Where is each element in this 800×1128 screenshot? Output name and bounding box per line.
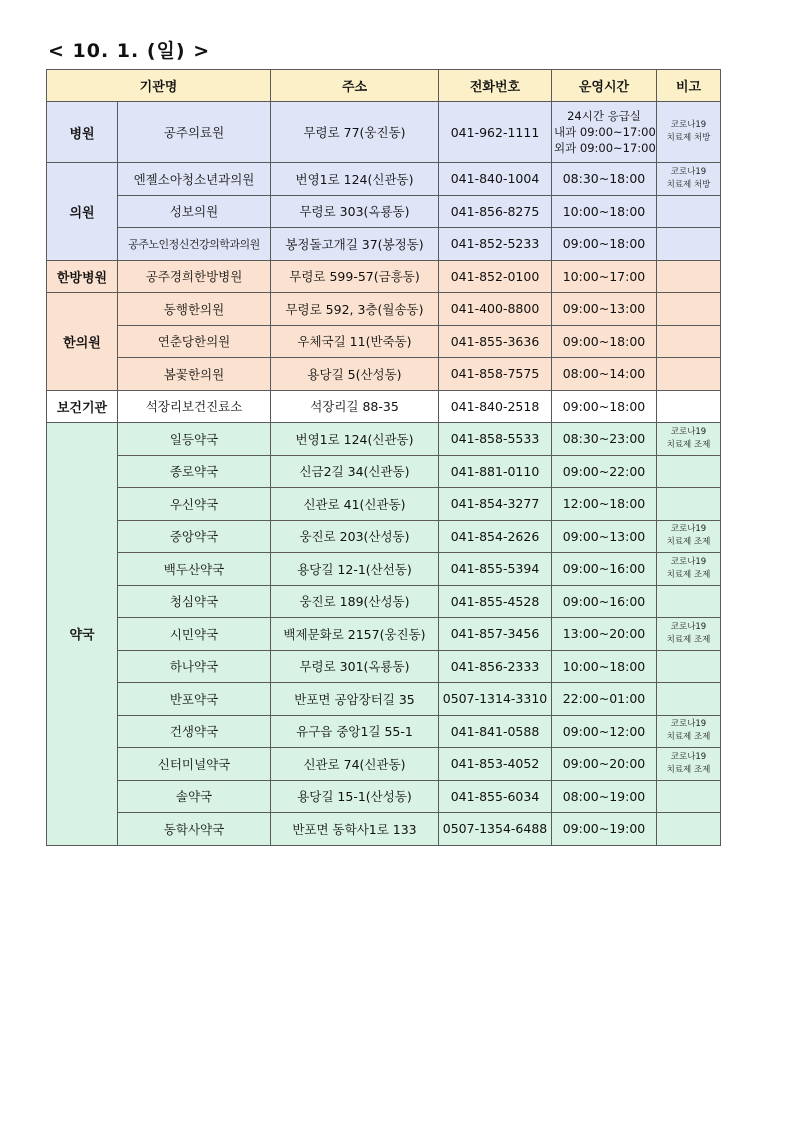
- row-phone: 041-841-0588: [439, 715, 552, 748]
- table-row: [47, 715, 721, 748]
- row-note: [657, 650, 721, 683]
- row-address: 백제문화로 2157(웅진동): [271, 618, 439, 651]
- note-line: 코로나19: [670, 120, 707, 130]
- table-row: [47, 195, 721, 228]
- row-note: [657, 390, 721, 423]
- row-address: 유구읍 중앙1길 55-1: [271, 715, 439, 748]
- row-phone: 041-855-6034: [439, 780, 552, 813]
- header-address: 주소: [271, 70, 439, 102]
- row-phone: 041-856-2333: [439, 650, 552, 683]
- category-pharmacy: 약국: [47, 423, 118, 846]
- row-note: [657, 228, 721, 261]
- row-phone: 0507-1354-6488: [439, 813, 552, 846]
- row-hours: 08:00~19:00: [552, 780, 657, 813]
- table-row: [47, 358, 721, 391]
- row-name: 백두산약국: [118, 553, 271, 586]
- row-name: 봄꽃한의원: [118, 358, 271, 391]
- row-note: [657, 488, 721, 521]
- row-address: 용당길 15-1(산성동): [271, 780, 439, 813]
- table-row: [47, 163, 721, 196]
- table-row: [47, 780, 721, 813]
- table-row: [47, 585, 721, 618]
- row-phone: 041-858-7575: [439, 358, 552, 391]
- row-name: 하나약국: [118, 650, 271, 683]
- table-row: [47, 102, 721, 163]
- row-address: 번영1로 124(신관동): [271, 423, 439, 456]
- row-name: 시민약국: [118, 618, 271, 651]
- row-hours: 09:00~18:00: [552, 390, 657, 423]
- row-address: 석장리길 88-35: [271, 390, 439, 423]
- row-hours: 09:00~13:00: [552, 293, 657, 326]
- row-address: 반포면 공암장터길 35: [271, 683, 439, 716]
- row-phone: 041-852-0100: [439, 260, 552, 293]
- row-address: 우체국길 11(반죽동): [271, 325, 439, 358]
- hours-line: 외과 09:00~17:00: [554, 141, 656, 155]
- row-name: 성보의원: [118, 195, 271, 228]
- table-row: [47, 390, 721, 423]
- row-note: [657, 748, 721, 781]
- row-hours: 22:00~01:00: [552, 683, 657, 716]
- header-note: 비고: [657, 70, 721, 102]
- row-address: 웅진로 203(산성동): [271, 520, 439, 553]
- row-note: [657, 163, 721, 196]
- row-hours: 08:30~18:00: [552, 163, 657, 196]
- row-hours: 13:00~20:00: [552, 618, 657, 651]
- row-note: [657, 102, 721, 163]
- row-name: 동학사약국: [118, 813, 271, 846]
- table-row: [47, 423, 721, 456]
- row-phone: 041-854-2626: [439, 520, 552, 553]
- row-phone: 041-840-1004: [439, 163, 552, 196]
- table-row: [47, 748, 721, 781]
- note-line: 치료제 처방: [666, 133, 711, 143]
- table-row: [47, 520, 721, 553]
- row-name: 신터미널약국: [118, 748, 271, 781]
- page-title: < 10. 1. (일) >: [48, 40, 211, 62]
- row-note: [657, 358, 721, 391]
- table-row: [47, 488, 721, 521]
- row-address: 무령로 592, 3층(월송동): [271, 293, 439, 326]
- note-line: 코로나19: [670, 426, 707, 437]
- row-phone: 041-854-3277: [439, 488, 552, 521]
- row-phone: 041-855-4528: [439, 585, 552, 618]
- table-row: [47, 228, 721, 261]
- row-phone: 041-855-5394: [439, 553, 552, 586]
- row-name: 종로약국: [118, 455, 271, 488]
- row-phone: 041-840-2518: [439, 390, 552, 423]
- row-address: 신관로 74(신관동): [271, 748, 439, 781]
- row-address: 용당길 5(산성동): [271, 358, 439, 391]
- hours-line: 24시간 응급실: [567, 109, 641, 123]
- row-note: [657, 260, 721, 293]
- row-hours: 10:00~18:00: [552, 650, 657, 683]
- row-phone: 041-858-5533: [439, 423, 552, 456]
- row-address: 무령로 77(웅진동): [271, 102, 439, 163]
- row-hours: 09:00~19:00: [552, 813, 657, 846]
- table-row: [47, 260, 721, 293]
- row-hours: [552, 102, 657, 163]
- table-row: [47, 618, 721, 651]
- row-name: 청심약국: [118, 585, 271, 618]
- row-hours: 09:00~18:00: [552, 228, 657, 261]
- table-row: [47, 293, 721, 326]
- row-hours: 09:00~20:00: [552, 748, 657, 781]
- row-name: 연춘당한의원: [118, 325, 271, 358]
- table-row: [47, 553, 721, 586]
- row-note: [657, 683, 721, 716]
- hours-line: 내과 09:00~17:00: [554, 125, 656, 139]
- row-address: 무령로 599-57(금흥동): [271, 260, 439, 293]
- row-name: 동행한의원: [118, 293, 271, 326]
- row-hours: 09:00~18:00: [552, 325, 657, 358]
- row-phone: 041-962-1111: [439, 102, 552, 163]
- table-row: [47, 455, 721, 488]
- row-note: [657, 715, 721, 748]
- row-name: 중앙약국: [118, 520, 271, 553]
- table-row: [47, 683, 721, 716]
- row-note: [657, 293, 721, 326]
- note-line: 치료제 처방: [666, 179, 711, 190]
- row-hours: 09:00~22:00: [552, 455, 657, 488]
- row-address: 반포면 동학사1로 133: [271, 813, 439, 846]
- row-address: 용당길 12-1(산선동): [271, 553, 439, 586]
- row-phone: 041-856-8275: [439, 195, 552, 228]
- row-name: 공주노인정신건강의학과의원: [118, 228, 271, 261]
- note-line: 코로나19: [670, 621, 707, 632]
- row-note: [657, 553, 721, 586]
- row-note: [657, 520, 721, 553]
- category-clinic: 의원: [47, 163, 118, 261]
- row-phone: 041-852-5233: [439, 228, 552, 261]
- note-line: 치료제 조제: [666, 732, 711, 743]
- table-row: [47, 650, 721, 683]
- note-line: 치료제 조제: [666, 569, 711, 580]
- row-address: 봉정돌고개길 37(봉정동): [271, 228, 439, 261]
- row-note: [657, 618, 721, 651]
- row-note: [657, 325, 721, 358]
- row-note: [657, 423, 721, 456]
- row-name: 석장리보건진료소: [118, 390, 271, 423]
- row-name: 반포약국: [118, 683, 271, 716]
- row-hours: 09:00~16:00: [552, 585, 657, 618]
- row-hours: 10:00~18:00: [552, 195, 657, 228]
- row-note: [657, 455, 721, 488]
- row-hours: 09:00~16:00: [552, 553, 657, 586]
- row-address: 무령로 303(옥룡동): [271, 195, 439, 228]
- row-hours: 12:00~18:00: [552, 488, 657, 521]
- table-row: [47, 813, 721, 846]
- row-name: 일등약국: [118, 423, 271, 456]
- row-phone: 041-881-0110: [439, 455, 552, 488]
- row-phone: 041-853-4052: [439, 748, 552, 781]
- row-address: 번영1로 124(신관동): [271, 163, 439, 196]
- row-name: 건생약국: [118, 715, 271, 748]
- row-name: 솔약국: [118, 780, 271, 813]
- category-hospital: 병원: [47, 102, 118, 163]
- table-header-row: [47, 70, 721, 102]
- note-line: 치료제 조제: [666, 439, 711, 450]
- row-note: [657, 585, 721, 618]
- row-hours: 10:00~17:00: [552, 260, 657, 293]
- category-oriental-clinic: 한의원: [47, 293, 118, 391]
- row-phone: 0507-1314-3310: [439, 683, 552, 716]
- row-hours: 08:00~14:00: [552, 358, 657, 391]
- note-line: 코로나19: [670, 524, 707, 535]
- table-row: [47, 325, 721, 358]
- note-line: 코로나19: [670, 556, 707, 567]
- note-line: 코로나19: [670, 719, 707, 730]
- category-oriental-hospital: 한방병원: [47, 260, 118, 293]
- row-phone: 041-855-3636: [439, 325, 552, 358]
- category-health-center: 보건기관: [47, 390, 118, 423]
- row-note: [657, 813, 721, 846]
- note-line: 치료제 조제: [666, 764, 711, 775]
- row-hours: 09:00~12:00: [552, 715, 657, 748]
- header-phone: 전화번호: [439, 70, 552, 102]
- row-name: 엔젤소아청소년과의원: [118, 163, 271, 196]
- row-name: 공주의료원: [118, 102, 271, 163]
- row-hours: 09:00~13:00: [552, 520, 657, 553]
- row-address: 신금2길 34(신관동): [271, 455, 439, 488]
- row-address: 신관로 41(신관동): [271, 488, 439, 521]
- institution-table: [46, 69, 721, 846]
- row-name: 우신약국: [118, 488, 271, 521]
- header-hours: 운영시간: [552, 70, 657, 102]
- row-note: [657, 780, 721, 813]
- row-phone: 041-857-3456: [439, 618, 552, 651]
- row-address: 웅진로 189(산성동): [271, 585, 439, 618]
- note-line: 치료제 조제: [666, 634, 711, 645]
- note-line: 코로나19: [670, 751, 707, 762]
- row-address: 무령로 301(옥룡동): [271, 650, 439, 683]
- row-note: [657, 195, 721, 228]
- header-name: 기관명: [47, 70, 271, 102]
- row-phone: 041-400-8800: [439, 293, 552, 326]
- note-line: 치료제 조제: [666, 537, 711, 548]
- note-line: 코로나19: [670, 166, 707, 177]
- row-hours: 08:30~23:00: [552, 423, 657, 456]
- row-name: 공주경희한방병원: [118, 260, 271, 293]
